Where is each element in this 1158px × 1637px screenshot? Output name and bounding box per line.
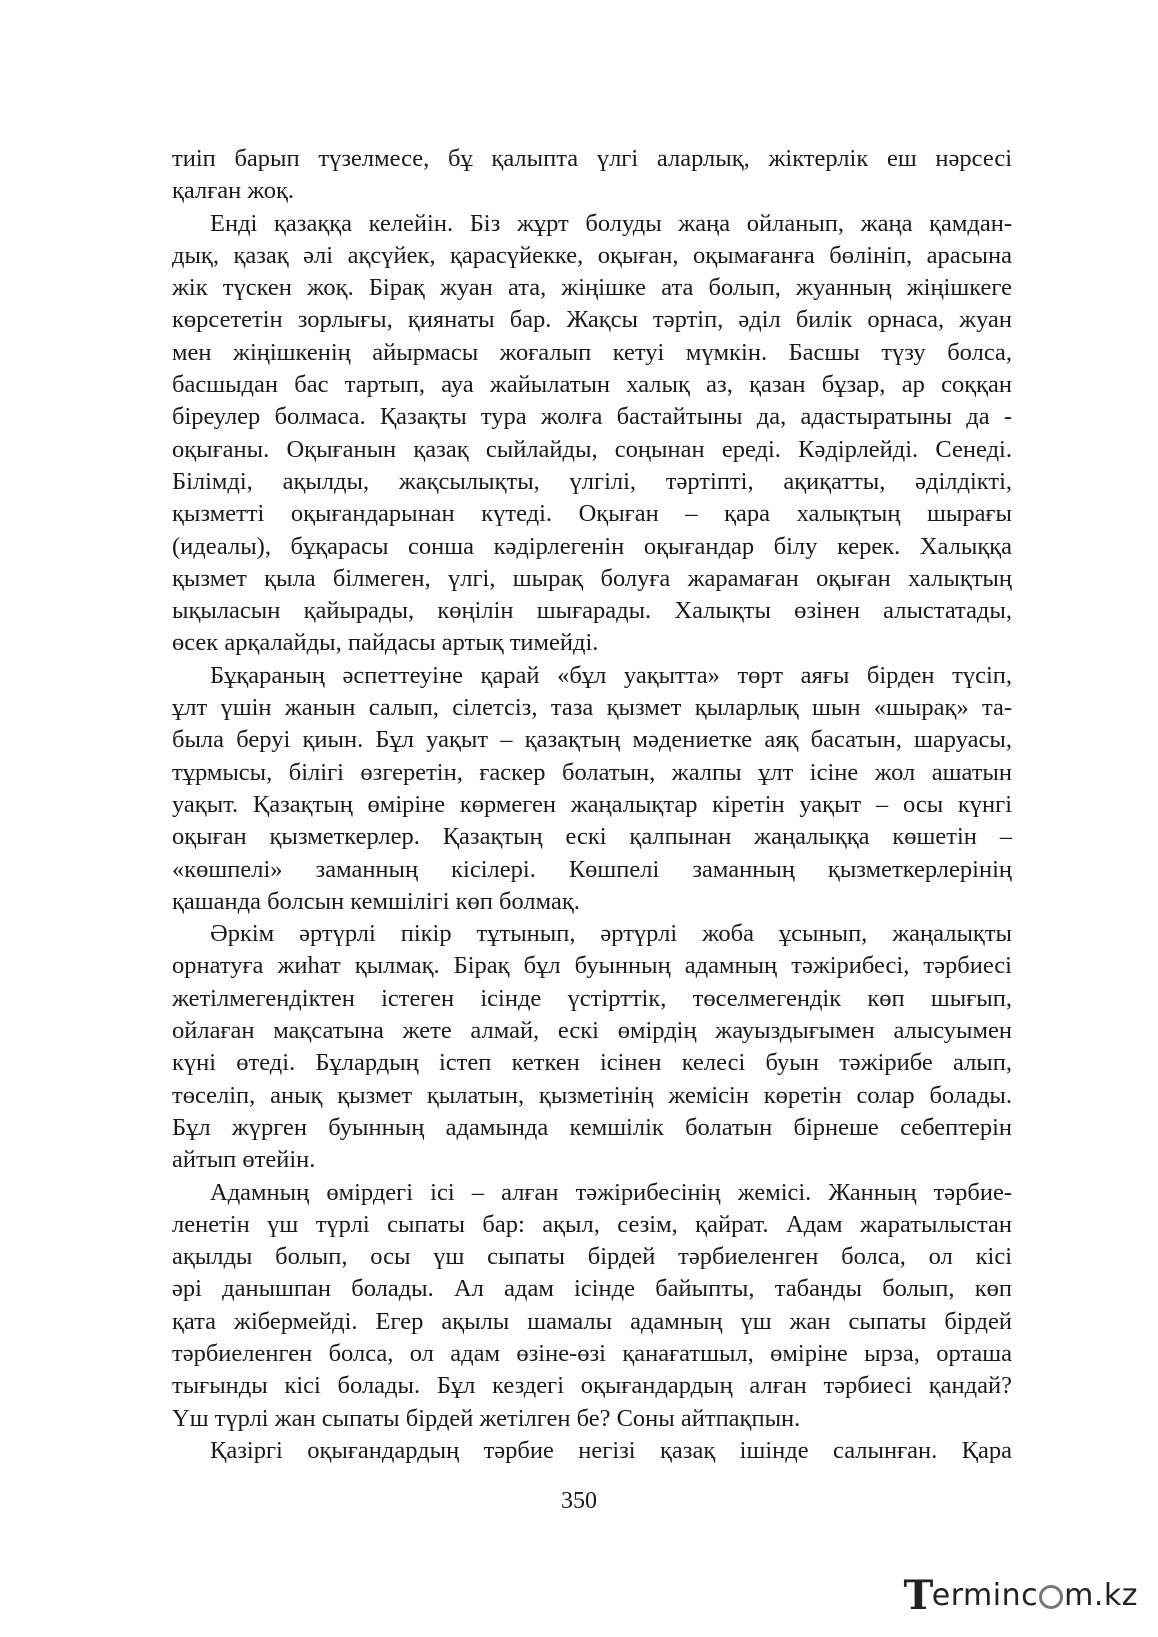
paragraph bbox=[172, 1177, 1012, 1435]
text-line: дық, қазақ әлі ақсүйек, қарасүйекке, оқыған, оқымағанға бөлініп, арасына bbox=[172, 241, 1012, 269]
text-line: тиіп барып түзелмесе, бұ қалыпта үлгі аларлық, жіктерлік еш нәрсесі bbox=[172, 145, 1012, 172]
text-line: Әркім әртүрлі пікір тұтынып, әртүрлі жоба ұсынып, жаңалықты bbox=[210, 920, 1012, 948]
text-line: төселіп, анық қызмет қылатын, қызметінің жемісін көретін солар болады. bbox=[172, 1081, 1012, 1109]
text-line: ленетін үш түрлі сыпаты бар: ақыл, сезім, қайрат. Адам жаратылыстан bbox=[172, 1210, 1012, 1238]
text-line: қашанда болсын кемшілігі көп болмақ. bbox=[172, 887, 580, 915]
text-line: тығынды кісі болады. Бұл кездегі оқығандардың алған тәрбиесі қандай? bbox=[172, 1372, 1012, 1400]
watermark-letter: T bbox=[903, 1571, 934, 1619]
text-line: Білімді, ақылды, жақсылықты, үлгілі, тәртіпті, ақиқатты, әділдікті, bbox=[172, 467, 1012, 495]
text-line: қызмет қыла білмеген, үлгі, шырақ болуға жарамаған оқыған халықтың bbox=[172, 564, 1012, 592]
text-line: тұрмысы, білігі өзгеретін, ғаскер болатын, жалпы ұлт ісіне жол ашатын bbox=[172, 758, 1012, 786]
text-line: ойлаған мақсатына жете алмай, ескі өмірдің жауыздығымен алысуымен bbox=[172, 1017, 1012, 1045]
text-line: «көшпелі» заманның кісілері. Көшпелі заманның қызметкерлерінің bbox=[172, 855, 1012, 883]
text-line: Үш түрлі жан сыпаты бірдей жетілген бе? Соны айтпақпын. bbox=[172, 1404, 801, 1432]
termincom-watermark bbox=[904, 1570, 1139, 1620]
watermark-text-end: m.kz bbox=[1064, 1577, 1138, 1613]
text-line: ұлт үшін жанын салып, сілетсіз, таза қызмет қыларлық шын «шырақ» та- bbox=[172, 694, 1012, 722]
paragraph bbox=[172, 660, 1012, 918]
text-line: мен жіңішкенің айырмасы жоғалып кетуі мүмкін. Басшы түзу болса, bbox=[172, 338, 1012, 366]
text-line: Бұқараның әспеттеуіне қарай «бұл уақытта» төрт аяғы бірден түсіп, bbox=[210, 661, 1012, 689]
text-line: қата жібермейді. Егер ақылы шамалы адамның үш жан сыпаты бірдей bbox=[172, 1307, 1012, 1335]
text-line: Енді қазаққа келейін. Біз жұрт болуды жаңа ойланып, жаңа қамдан- bbox=[210, 209, 1012, 237]
text-line: орнатуға жиһат қылмақ. Бірақ бұл буынның адамның тәжірибесі, тәрбиесі bbox=[172, 952, 1012, 980]
page-number: 350 bbox=[561, 1488, 597, 1514]
text-line: әрі данышпан болады. Ал адам ісінде байыпты, табанды болып, көп bbox=[172, 1275, 1012, 1303]
text-line: ықыласын қайырады, көңілін шығарады. Халықты өзінен алыстатады, bbox=[172, 597, 1012, 625]
document-body bbox=[172, 143, 1012, 1467]
text-line: тәрбиеленген болса, ол адам өзіне-өзі қанағатшыл, өміріне ырза, орташа bbox=[172, 1339, 1012, 1367]
paragraph bbox=[172, 208, 1012, 660]
text-line: күні өтеді. Бұлардың істеп кеткен ісінен келесі буын тәжірибе алып, bbox=[172, 1049, 1012, 1077]
magnifier-icon bbox=[1039, 1585, 1063, 1609]
text-line: өсек арқалайды, пайдасы артық тимейді. bbox=[172, 629, 599, 657]
text-line: қалған жоқ. bbox=[172, 177, 294, 205]
text-line: көрсететін зорлығы, қиянаты бар. Жақсы тәртіп, әділ билік орнаса, жуан bbox=[172, 306, 1012, 334]
text-line: оқығаны. Оқығанын қазақ сыйлайды, соңынан ереді. Кәдірлейді. Сенеді. bbox=[172, 435, 1012, 463]
text-line: айтып өтейін. bbox=[172, 1146, 316, 1174]
text-line: жік түскен жоқ. Бірақ жуан ата, жіңішке ата болып, жуанның жіңішкеге bbox=[172, 274, 1012, 302]
text-line: Бұл жүрген буынның адамында кемшілік болатын бірнеше себептерін bbox=[172, 1113, 1012, 1141]
paragraph bbox=[172, 918, 1012, 1176]
text-line: біреулер болмаса. Қазақты тура жолға бастайтыны да, адастыратыны да - bbox=[172, 403, 1012, 431]
paragraph bbox=[172, 1435, 1012, 1467]
text-line: была беруі қиын. Бұл уақыт – қазақтың мәдениетке аяқ басатын, шаруасы, bbox=[172, 726, 1012, 754]
text-line: Қазіргі оқығандардың тәрбие негізі қазақ ішінде салынған. Қара bbox=[210, 1436, 1012, 1464]
text-line: (идеалы), бұқарасы сонша кәдірлегенін оқығандар білу керек. Халыққа bbox=[172, 532, 1012, 560]
text-line: ақылды болып, осы үш сыпаты бірдей тәрбиеленген болса, ол кісі bbox=[172, 1243, 1012, 1271]
text-line: жетілмегендіктен істеген ісінде үстірттік, төселмегендік көп шығып, bbox=[172, 984, 1012, 1012]
text-line: қызметті оқығандарынан күтеді. Оқыған – қара халықтың шырағы bbox=[172, 500, 1012, 528]
text-line: оқыған қызметкерлер. Қазақтың ескі қалпынан жаңалыққа көшетін – bbox=[172, 823, 1012, 851]
text-line: басшыдан бас тартып, ауа жайылатын халық аз, қазан бұзар, ар соққан bbox=[172, 371, 1012, 399]
text-line: уақыт. Қазақтың өміріне көрмеген жаңалықтар кіретін уақыт – осы күнгі bbox=[172, 790, 1012, 818]
text-line: Адамның өмірдегі ісі – алған тәжірибесінің жемісі. Жанның тәрбие- bbox=[210, 1178, 1012, 1206]
watermark-text-start: erminc bbox=[931, 1577, 1039, 1613]
paragraph bbox=[172, 143, 1012, 208]
